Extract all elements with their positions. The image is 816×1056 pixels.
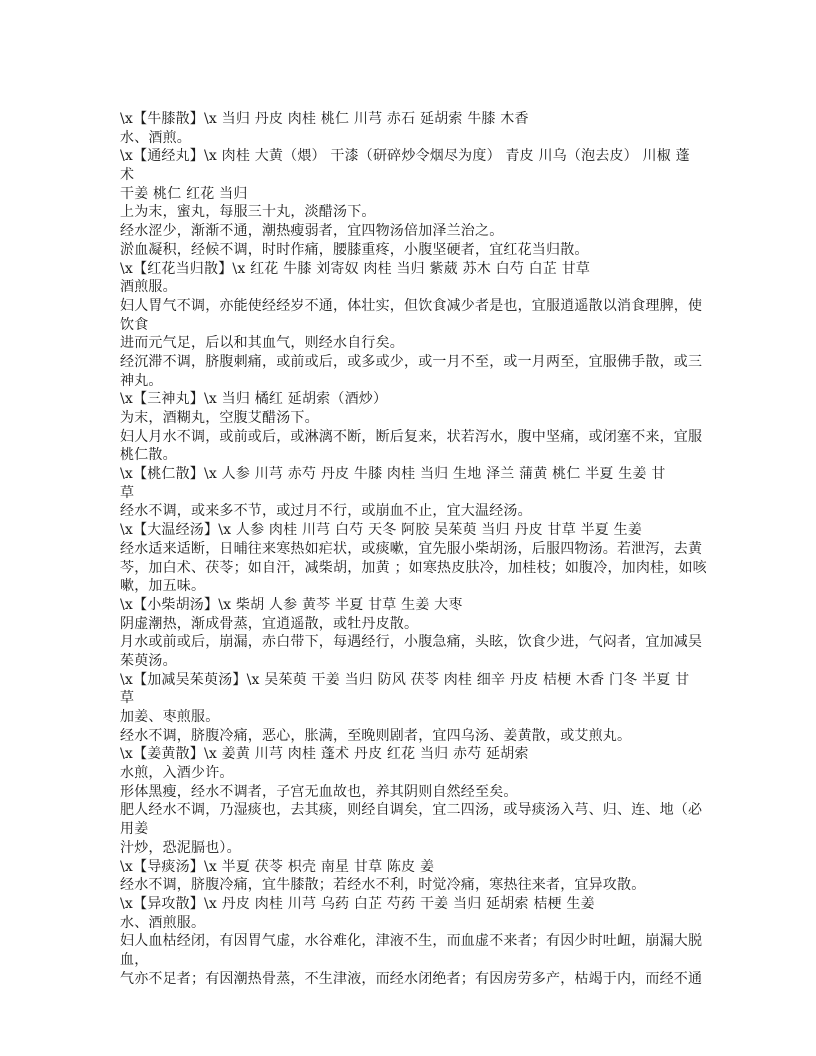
text-line: \x【异攻散】\x 丹皮 肉桂 川芎 乌药 白芷 芍药 干姜 当归 延胡索 桔梗 生姜 xyxy=(120,895,595,912)
text-line: 水、酒煎服。 xyxy=(120,914,206,931)
text-line: \x【牛膝散】\x 当归 丹皮 肉桂 桃仁 川芎 赤石 延胡索 牛膝 木香 xyxy=(120,111,529,127)
text-line: \x【小柴胡汤】\x 柴胡 人参 黄芩 半夏 甘草 生姜 大枣 xyxy=(120,596,463,613)
text-line: 汁炒，恐泥膈也）。 xyxy=(120,839,241,856)
text-line: 为末，酒糊丸，空腹艾醋汤下。 xyxy=(120,410,319,426)
text-line: 水、酒煎。 xyxy=(120,129,191,146)
text-line: 加姜、枣煎服。 xyxy=(120,709,220,725)
text-line: \x【导痰汤】\x 半夏 茯苓 枳壳 南星 甘草 陈皮 姜 xyxy=(120,858,435,875)
text-line: 芩，加白术、茯苓；如自汗，减柴胡，加黄 ；如寒热皮肤冷，加桂枝；如腹冷，加肉桂，如咳 xyxy=(120,559,707,576)
text-line: 经水适来适断，日晡往来寒热如疟状，或痰嗽，宜先服小柴胡汤，后服四物汤。若泄泻，去黄 xyxy=(120,540,703,557)
text-line: 经水不调，脐腹冷痛，宜牛膝散；若经水不利，时觉冷痛，寒热往来者，宜异攻散。 xyxy=(120,877,646,894)
text-line: 妇人胃气不调，亦能使经经岁不通，体壮实，但饮食减少者是也，宜服逍遥散以消食理脾，使 xyxy=(120,297,703,314)
text-line: 酒煎服。 xyxy=(120,279,177,296)
text-line: 妇人血枯经闭，有因胃气虚，水谷难化，津液不生，而血虚不来者；有因少时吐衄，崩漏大脱 xyxy=(120,933,703,950)
text-line: 进而元气足，后以和其血气，则经水自行矣。 xyxy=(120,335,404,352)
text-line: 草 xyxy=(120,484,135,501)
text-line: 嗽，加五味。 xyxy=(120,578,206,595)
text-line: 阴虚潮热，渐成骨蒸，宜逍遥散，或牡丹皮散。 xyxy=(120,615,419,632)
text-line: 气亦不足者；有因潮热骨蒸，不生津液，而经水闭绝者；有因房劳多产，枯竭于内，而经不通 xyxy=(120,970,703,987)
text-line: \x【三神丸】\x 当归 橘红 延胡索（酒炒） xyxy=(120,391,388,408)
text-line: \x【大温经汤】\x 人参 肉桂 川芎 白芍 天冬 阿胶 吴茱萸 当归 丹皮 甘草 半夏 生姜 xyxy=(120,522,643,539)
text-line: \x【加减吴茱萸汤】\x 吴茱萸 干姜 当归 防风 茯苓 肉桂 细辛 丹皮 桔梗 木香 门冬 半夏 甘 xyxy=(120,671,690,688)
text-line: 饮食 xyxy=(120,316,149,333)
text-line: 茱萸汤。 xyxy=(120,652,177,669)
text-line: 淤血凝积，经候不调，时时作痛，腰膝重疼，小腹坚硬者，宜红花当归散。 xyxy=(120,241,589,258)
text-line: 月水或前或后，崩漏，赤白带下，每遇经行，小腹急痛，头眩，饮食少进，气闷者，宜加减吴 xyxy=(120,634,703,651)
text-line: \x【姜黄散】\x 姜黄 川芎 肉桂 蓬术 丹皮 红花 当归 赤芍 延胡索 xyxy=(120,746,529,763)
text-line: 神丸。 xyxy=(120,372,163,389)
text-line: 干姜 桃仁 红花 当归 xyxy=(120,185,248,202)
text-line: 草 xyxy=(120,690,135,707)
text-line: 妇人月水不调，或前或后，或淋漓不断，断后复来，状若泻水，腹中坚痛，或闭塞不来，宜服 xyxy=(120,428,703,445)
text-line: 经水涩少，渐渐不通，潮热瘦弱者，宜四物汤倍加泽兰治之。 xyxy=(120,223,504,240)
text-line: 用姜 xyxy=(120,821,149,838)
text-line: 形体黑瘦，经水不调者，子宫无血故也，养其阴则自然经至矣。 xyxy=(120,783,518,800)
text-line: \x【红花当归散】\x 红花 牛膝 刘寄奴 肉桂 当归 紫葳 苏木 白芍 白芷 甘草 xyxy=(120,260,591,277)
text-line: 肥人经水不调，乃湿痰也，去其痰，则经自调矣，宜二四汤，或导痰汤入芎、归、连、地（必 xyxy=(120,802,703,819)
text-line: 桃仁散。 xyxy=(120,447,177,464)
text-line: 上为末，蜜丸，每服三十丸，淡醋汤下。 xyxy=(120,204,376,221)
text-line: \x【桃仁散】\x 人参 川芎 赤芍 丹皮 牛膝 肉桂 当归 生地 泽兰 蒲黄 桃仁 半夏 生姜 甘 xyxy=(120,466,666,483)
text-line: 经水不调，或来多不节，或过月不行，或崩血不止，宜大温经汤。 xyxy=(120,503,532,520)
text-line: \x【通经丸】\x 肉桂 大黄（煨） 干漆（研碎炒令烟尽为度） 青皮 川乌（泡去皮） 川椒 蓬 xyxy=(120,148,690,165)
text-line: 血， xyxy=(120,951,149,968)
text-line: 经水不调，脐腹冷痛，恶心，胀满，至晚则剧者，宜四乌汤、姜黄散，或艾煎丸。 xyxy=(120,727,632,744)
document-body xyxy=(120,110,720,988)
text-line: 水煎，入酒少许。 xyxy=(120,765,234,782)
text-line: 经沉滞不调，脐腹刺痛，或前或后，或多或少，或一月不至，或一月两至，宜服佛手散，或三 xyxy=(120,353,703,370)
text-line: 术 xyxy=(120,167,135,184)
